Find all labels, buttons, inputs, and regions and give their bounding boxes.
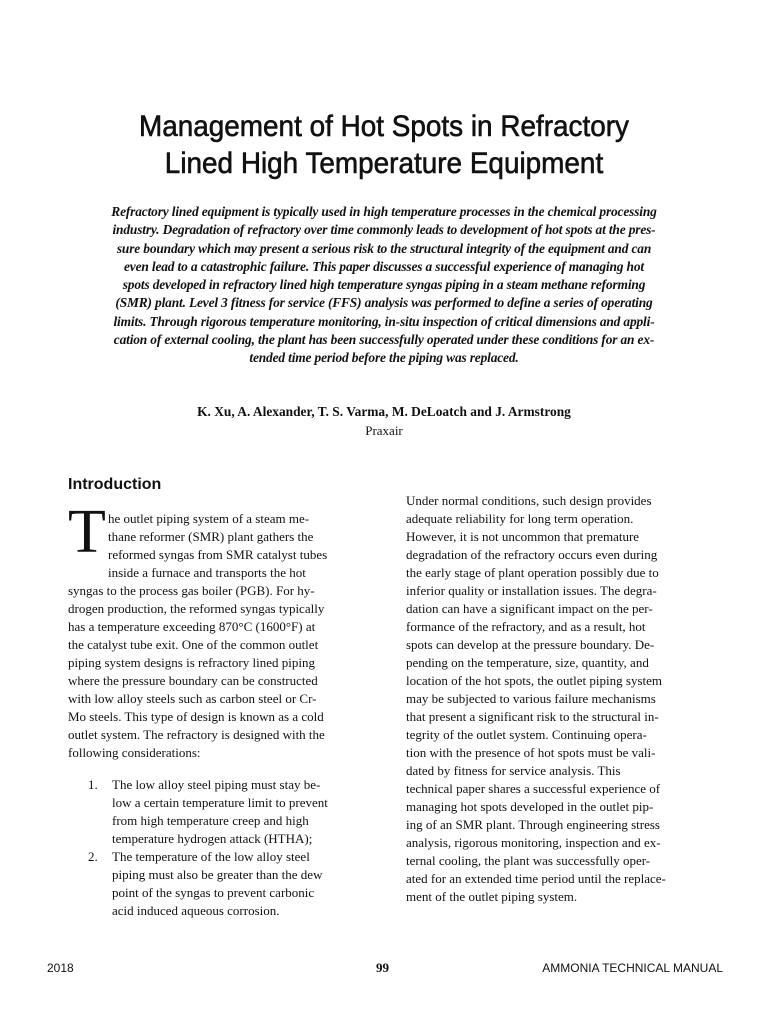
text-line: has a temperature exceeding 870°C (1600°F) at [68, 619, 316, 634]
text-line: Under normal conditions, such design provides [406, 493, 652, 508]
text-line: outlet system. The refractory is designed with the [68, 727, 325, 742]
text-line: he outlet piping system of a steam me- [108, 511, 310, 526]
text-line: acid induced aqueous corrosion. [112, 903, 280, 918]
page-number: 99 [376, 960, 389, 975]
page-title [64, 108, 704, 182]
text-line: ated for an extended time period until the replace- [406, 871, 666, 886]
text-line: point of the syngas to prevent carbonic [112, 885, 315, 900]
left-column-text [68, 510, 364, 762]
text-line: with low alloy steels such as carbon steel or Cr- [68, 691, 317, 706]
text-line: inside a furnace and transports the hot [108, 565, 306, 580]
footer-publication: AMMONIA TECHNICAL MANUAL [542, 961, 723, 975]
text-line: drogen production, the reformed syngas typically [68, 601, 325, 616]
text-line: pending on the temperature, size, quantity, and [406, 655, 649, 670]
title-line: Management of Hot Spots in Refractory [138, 110, 630, 143]
right-column-text [406, 492, 702, 906]
abstract-line: spots developed in refractory lined high temperature syngas piping in a steam methane reforming [122, 277, 646, 293]
text-line: may be subjected to various failure mechanisms [406, 691, 656, 706]
abstract-line: (SMR) plant. Level 3 fitness for service (FFS) analysis was performed to define a series of operating [115, 295, 653, 311]
text-line: ternal cooling, the plant was successfully oper- [406, 853, 651, 868]
text-line: thane reformer (SMR) plant gathers the [108, 529, 314, 544]
abstract-line: sure boundary which may present a serious risk to the structural integrity of the equipment and can [116, 240, 652, 256]
abstract-line: cation of external cooling, the plant has been successfully operated under these conditions for an ex- [113, 332, 655, 348]
text-line: The low alloy steel piping must stay be- [112, 777, 321, 792]
text-line: dation can have a significant impact on the per- [406, 601, 653, 616]
text-line: temperature hydrogen attack (HTHA); [112, 831, 313, 846]
affiliation: Praxair [365, 423, 403, 438]
text-line: ment of the outlet piping system. [406, 889, 578, 904]
title-line: Lined High Temperature Equipment [164, 147, 604, 180]
text-line: inferior quality or installation issues. The degra- [406, 583, 657, 598]
text-line: managing hot spots developed in the outlet pip- [406, 799, 654, 814]
abstract-line: even lead to a catastrophic failure. This paper discusses a successful experience of managing hot [124, 258, 644, 274]
list-item [68, 776, 364, 848]
text-line: following considerations: [68, 745, 201, 760]
text-line: Mo steels. This type of design is known as a cold [68, 709, 324, 724]
list-number: 2. [88, 849, 98, 864]
abstract-line: industry. Degradation of refractory over time commonly leads to development of hot spots at the pres- [112, 222, 656, 238]
text-line: spots can develop at the pressure boundary. De- [406, 637, 655, 652]
text-line: piping must also be greater than the dew [112, 867, 323, 882]
text-line: location of the hot spots, the outlet piping system [406, 673, 663, 688]
text-line: degradation of the refractory occurs even during [406, 547, 658, 562]
text-line: However, it is not uncommon that premature [406, 529, 640, 544]
text-line: dated by fitness for service analysis. This [406, 763, 621, 778]
text-line: adequate reliability for long term operation. [406, 511, 634, 526]
list-number: 1. [88, 777, 98, 792]
considerations-list [68, 776, 364, 920]
text-line: piping system designs is refractory lined piping [68, 655, 315, 670]
text-line: the early stage of plant operation possibly due to [406, 565, 659, 580]
text-line: where the pressure boundary can be constructed [68, 673, 318, 688]
text-line: analysis, rigorous monitoring, inspection and ex- [406, 835, 661, 850]
text-line: technical paper shares a successful experience of [406, 781, 661, 796]
text-line: formance of the refractory, and as a result, hot [406, 619, 646, 634]
text-line: tion with the presence of hot spots must be vali- [406, 745, 656, 760]
text-line: syngas to the process gas boiler (PGB). For hy- [68, 583, 315, 598]
text-line: ing of an SMR plant. Through engineering stress [406, 817, 660, 832]
list-item [68, 848, 364, 920]
text-line: reformed syngas from SMR catalyst tubes [108, 547, 328, 562]
abstract [60, 203, 708, 368]
text-line: The temperature of the low alloy steel [112, 849, 310, 864]
abstract-line: Refractory lined equipment is typically used in high temperature processes in the chemical processing [111, 204, 657, 219]
text-line: low a certain temperature limit to prevent [112, 795, 328, 810]
drop-cap: T [68, 498, 106, 566]
text-line: that present a significant risk to the structural in- [406, 709, 659, 724]
section-heading-introduction: Introduction [68, 476, 162, 493]
text-line: from high temperature creep and high [112, 813, 309, 828]
abstract-line: limits. Through rigorous temperature monitoring, in-situ inspection of critical dimensions and appli- [113, 313, 655, 329]
footer-year: 2018 [47, 961, 74, 975]
authors: K. Xu, A. Alexander, T. S. Varma, M. DeLoatch and J. Armstrong [197, 404, 571, 419]
abstract-line: tended time period before the piping was replaced. [249, 350, 519, 366]
text-line: tegrity of the outlet system. Continuing opera- [406, 727, 647, 742]
text-line: the catalyst tube exit. One of the common outlet [68, 637, 319, 652]
